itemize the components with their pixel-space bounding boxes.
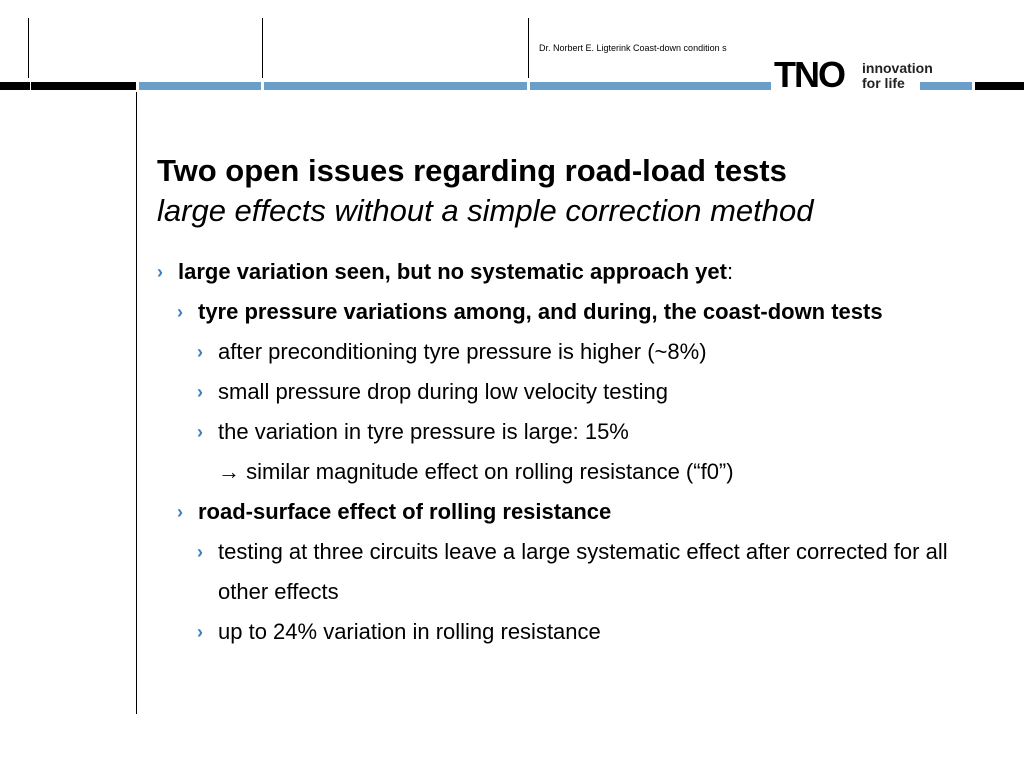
header-bar-black <box>31 82 136 90</box>
bullet-text: after preconditioning tyre pressure is higher (~8%) <box>218 339 707 364</box>
bullet-continuation <box>157 452 957 492</box>
logo-tagline-line2: for life <box>862 75 905 91</box>
bullet-level2 <box>157 492 957 532</box>
bullet-level1 <box>157 252 957 292</box>
slide-subtitle: large effects without a simple correction method <box>157 193 814 228</box>
bullet-text: the variation in tyre pressure is large: 15% <box>218 419 629 444</box>
bullet-level3 <box>157 612 957 652</box>
logo-tagline <box>862 61 933 91</box>
bullet-level3 <box>157 372 957 412</box>
bullet-level3 <box>157 532 957 612</box>
header-bar-right <box>975 82 1024 90</box>
arrow-right-icon: → <box>218 459 240 484</box>
chevron-right-icon: › <box>177 502 183 522</box>
chevron-right-icon: › <box>157 262 163 282</box>
chevron-right-icon: › <box>197 382 203 402</box>
bullet-text: small pressure drop during low velocity testing <box>218 379 668 404</box>
chevron-right-icon: › <box>197 342 203 362</box>
header-bar-blue-2 <box>264 82 527 90</box>
bullet-level3 <box>157 412 957 452</box>
header-divider-2 <box>262 18 263 78</box>
header-divider-1 <box>28 18 29 78</box>
header-bar-blue-3 <box>530 82 771 90</box>
header-bar-blue-1 <box>139 82 261 90</box>
bullet-text: up to 24% variation in rolling resistance <box>218 619 601 644</box>
bullet-text: testing at three circuits leave a large systematic effect after corrected for all other effects <box>218 539 948 604</box>
content-divider <box>136 92 137 714</box>
bullet-text: large variation seen, but no systematic approach yet <box>178 259 727 284</box>
chevron-right-icon: › <box>177 302 183 322</box>
header-divider-3 <box>528 18 529 78</box>
bullet-suffix: : <box>726 259 734 284</box>
presenter-text: Dr. Norbert E. Ligterink Coast-down condition s <box>539 43 727 53</box>
tno-logo: TNO <box>774 54 844 95</box>
bullet-list <box>157 252 957 652</box>
bullet-level3 <box>157 332 957 372</box>
bullet-level2 <box>157 292 957 332</box>
slide-title: Two open issues regarding road-load tests <box>157 153 787 188</box>
chevron-right-icon: › <box>197 622 203 642</box>
bullet-text: road-surface effect of rolling resistance <box>198 499 612 524</box>
bullet-text: similar magnitude effect on rolling resistance (“f0”) <box>246 459 734 484</box>
logo-tagline-line1: innovation <box>862 60 933 76</box>
bullet-text: tyre pressure variations among, and during, the coast-down tests <box>198 299 883 324</box>
chevron-right-icon: › <box>197 422 203 442</box>
header-bar-left <box>0 82 30 90</box>
chevron-right-icon: › <box>197 542 203 562</box>
